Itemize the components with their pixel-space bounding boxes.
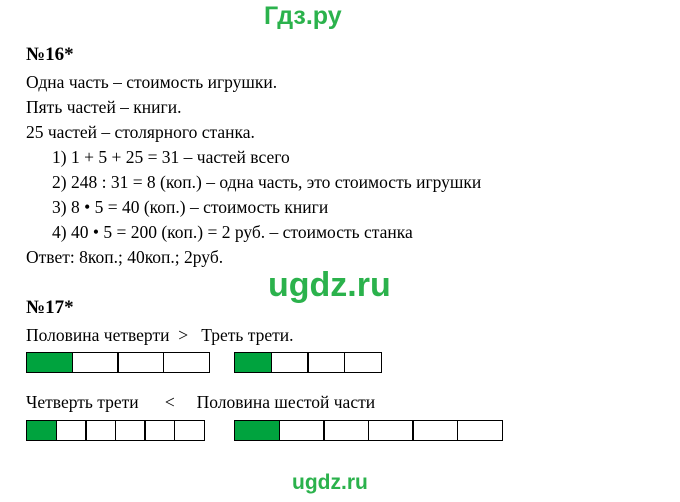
task-17-comparison-2-wrap xyxy=(26,387,375,415)
watermark-top: Гдз.ру xyxy=(264,2,342,30)
watermark-bottom: ugdz.ru xyxy=(292,471,368,494)
bar-cell-empty xyxy=(56,420,87,441)
task-16-block xyxy=(26,44,481,270)
bar-cell-filled xyxy=(26,420,57,441)
bar-cell-empty xyxy=(307,352,345,373)
bar-cell-empty xyxy=(163,352,210,373)
task-16-step-1: 1) 1 + 5 + 25 = 31 – частей всего xyxy=(52,147,290,167)
task-17-comparison-1: Половина четверти > Треть трети. xyxy=(26,325,294,345)
bar-cell-filled xyxy=(234,420,280,441)
task-17-comparison-2: Четверть трети < Половина шестой части xyxy=(26,392,376,412)
bar-cell-empty xyxy=(368,420,414,441)
task-16-step-2: 2) 248 : 31 = 8 (коп.) – одна часть, это стоимость игрушки xyxy=(52,172,482,192)
bar-cell-empty xyxy=(323,420,369,441)
bar-cell-empty xyxy=(115,420,146,441)
bar-cell-empty xyxy=(117,352,164,373)
task-16-line-3: 25 частей – столярного станка. xyxy=(26,122,255,142)
task-17-number: №17* xyxy=(26,297,74,318)
bar-cell-empty xyxy=(271,352,309,373)
bar-cell-empty xyxy=(85,420,116,441)
bar-cell-empty xyxy=(144,420,175,441)
task-16-line-1: Одна часть – стоимость игрушки. xyxy=(26,72,278,92)
bar-cell-empty xyxy=(72,352,119,373)
task-16-line-2: Пять частей – книги. xyxy=(26,97,182,117)
task-16-step-4: 4) 40 • 5 = 200 (коп.) = 2 руб. – стоимость станка xyxy=(52,222,413,242)
bar-cell-empty xyxy=(174,420,205,441)
bar-cell-empty xyxy=(279,420,325,441)
bar-third-of-third xyxy=(234,352,382,373)
task-16-step-3: 3) 8 • 5 = 40 (коп.) – стоимость книги xyxy=(52,197,329,217)
bar-cell-filled xyxy=(26,352,73,373)
watermark-center: ugdz.ru xyxy=(268,266,391,304)
bar-cell-filled xyxy=(234,352,272,373)
bar-cell-empty xyxy=(457,420,503,441)
bar-half-of-sixth xyxy=(234,420,503,441)
task-16-answer: Ответ: 8коп.; 40коп.; 2руб. xyxy=(26,247,224,267)
bar-half-of-quarter xyxy=(26,352,210,373)
task-17-block xyxy=(26,297,294,348)
task-16-number: №16* xyxy=(26,44,74,65)
bar-cell-empty xyxy=(344,352,382,373)
bar-quarter-of-third xyxy=(26,420,205,441)
bar-cell-empty xyxy=(412,420,458,441)
